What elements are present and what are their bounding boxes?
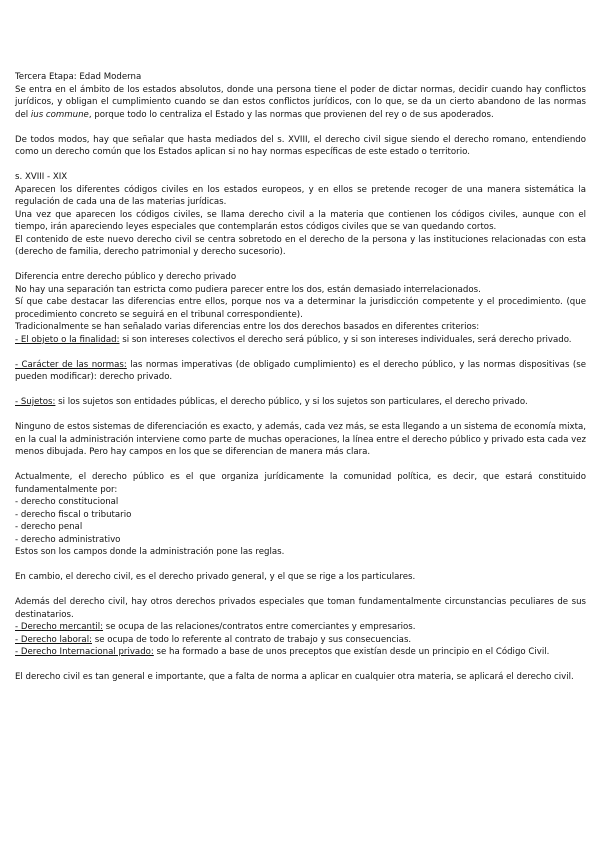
item-derecho-internacional-privado [15, 646, 586, 659]
item-label: - Derecho laboral: [15, 634, 92, 645]
section-title-edad-moderna: Tercera Etapa: Edad Moderna [15, 72, 142, 82]
spacer [15, 259, 586, 272]
criterion-text: las normas imperativas (de obligado cumplimiento) es el derecho público, y las normas dispositivas (se pueden modificar): derecho privado. [15, 359, 586, 382]
paragraph-separacion: No hay una separación tan estricta como pudiera parecer entre los dos, están demasiado interrelacionados. [15, 284, 481, 295]
spacer [15, 159, 586, 172]
criterion-label: - Sujetos: [15, 397, 56, 407]
criterion-text: si son intereses colectivos el derecho será público, y si son intereses individuales, será derecho privado. [119, 334, 572, 345]
item-derecho-laboral [15, 634, 586, 647]
paragraph-derecho-romano: De todos modos, hay que señalar que hasta mediados del s. XVIII, el derecho civil sigue siendo el derecho romano, entendiendo como un derecho común que los Estados aplican si no hay normas específicas de este estado o territorio. [15, 134, 586, 157]
paragraph-contenido-derecho-civil: El contenido de este nuevo derecho civil se centra sobretodo en el derecho de la persona y las instituciones relacionadas con esta (derecho de familia, derecho patrimonial y derecho sucesorio). [15, 234, 586, 257]
spacer [15, 346, 586, 359]
spacer [15, 459, 586, 472]
item-label: - Derecho mercantil: [15, 622, 104, 632]
text-run: , porque todo lo centraliza el Estado y las normas que provienen del rey o de sus apoderados. [88, 109, 494, 120]
italic-term: ius commune [30, 109, 89, 120]
paragraph-derechos-especiales: Además del derecho civil, hay otros derechos privados especiales que toman fundamentalmente circunstancias peculiares de sus destinatarios. [15, 597, 586, 620]
item-text: se ha formado a base de unos preceptos que existían desde un principio en el Código Civil. [153, 647, 550, 657]
section-title-s-xviii-xix: s. XVIII - XIX [15, 172, 68, 182]
text-run: Se entra en el ámbito de los estados absolutos, donde una persona tiene el poder de dictar normas, decidir cuando hay conflictos jurídicos, y obligan el cumplimiento cuando se dan estos conflictos jurídicos, con lo que, se da un cierto abandono de las normas del [15, 84, 586, 120]
paragraph-codigos-civiles: Aparecen los diferentes códigos civiles en los estados europeos, y en ellos se pretende recoger de una manera sistemática la regulación de cada una de las materias jurídicas. [15, 184, 586, 207]
item-label: - Derecho Internacional privado: [15, 647, 154, 657]
list-item: - derecho constitucional [15, 497, 119, 507]
paragraph-derecho-publico: Actualmente, el derecho público es el que organiza jurídicamente la comunidad política, es decir, que estará constituido fundamentalmente por: [15, 472, 586, 495]
list-item: - derecho fiscal o tributario [15, 509, 132, 520]
paragraph-campos: Estos son los campos donde la administración pone las reglas. [15, 547, 285, 557]
derecho-publico-list [15, 496, 586, 546]
criterion-text: si los sujetos son entidades públicas, el derecho público, y si los sujetos son particulares, el derecho privado. [55, 397, 528, 407]
paragraph-estados-absolutos [15, 84, 586, 122]
paragraph-diferencias: Sí que cabe destacar las diferencias entre ellos, porque nos va a determinar la jurisdicción competente y el procedimiento. (que procedimiento concreto se seguirá en el tribunal correspondiente). [15, 297, 586, 320]
spacer [15, 559, 586, 572]
spacer [15, 121, 586, 134]
item-text: se ocupa de las relaciones/contratos entre comerciantes y empresarios. [103, 622, 416, 632]
paragraph-derecho-civil-general: En cambio, el derecho civil, es el derecho privado general, y el que se rige a los particulares. [15, 572, 416, 582]
spacer [15, 409, 586, 422]
spacer [15, 659, 586, 672]
paragraph-conclusion: El derecho civil es tan general e importante, que a falta de norma a aplicar en cualquier otra materia, se aplicará el derecho civil. [15, 672, 574, 682]
criterion-label: - El objeto o la finalidad: [15, 334, 120, 345]
paragraph-derecho-civil-materia: Una vez que aparecen los códigos civiles, se llama derecho civil a la materia que contienen los códigos civiles, aunque con el tiempo, irán apareciendo leyes especiales que contemplarán estos códigos civiles que se van quedando cortos. [15, 209, 586, 232]
list-item: - derecho administrativo [15, 534, 121, 545]
list-item: - derecho penal [15, 522, 83, 532]
criterion-label: - Carácter de las normas: [15, 359, 127, 370]
criterion-caracter [15, 359, 586, 384]
section-title-diferencia: Diferencia entre derecho público y derecho privado [15, 272, 237, 282]
paragraph-economia-mixta: Ninguno de estos sistemas de diferenciación es exacto, y además, cada vez más, se esta llegando a un sistema de economía mixta, en la cual la administración interviene como parte de muchas operaciones, la línea entre el derecho público y privado esta cada vez menos dibujada. Pero hay campos en los que se diferencian de manera más clara. [15, 422, 586, 457]
criterion-objeto [15, 334, 586, 347]
criterion-sujetos [15, 396, 586, 409]
item-derecho-mercantil [15, 621, 586, 634]
spacer [15, 584, 586, 597]
item-text: se ocupa de todo lo referente al contrato de trabajo y sus consecuencias. [91, 634, 412, 645]
spacer [15, 384, 586, 397]
document-page [15, 71, 586, 684]
paragraph-criterios: Tradicionalmente se han señalado varias diferencias entre los dos derechos basados en diferentes criterios: [15, 322, 480, 332]
